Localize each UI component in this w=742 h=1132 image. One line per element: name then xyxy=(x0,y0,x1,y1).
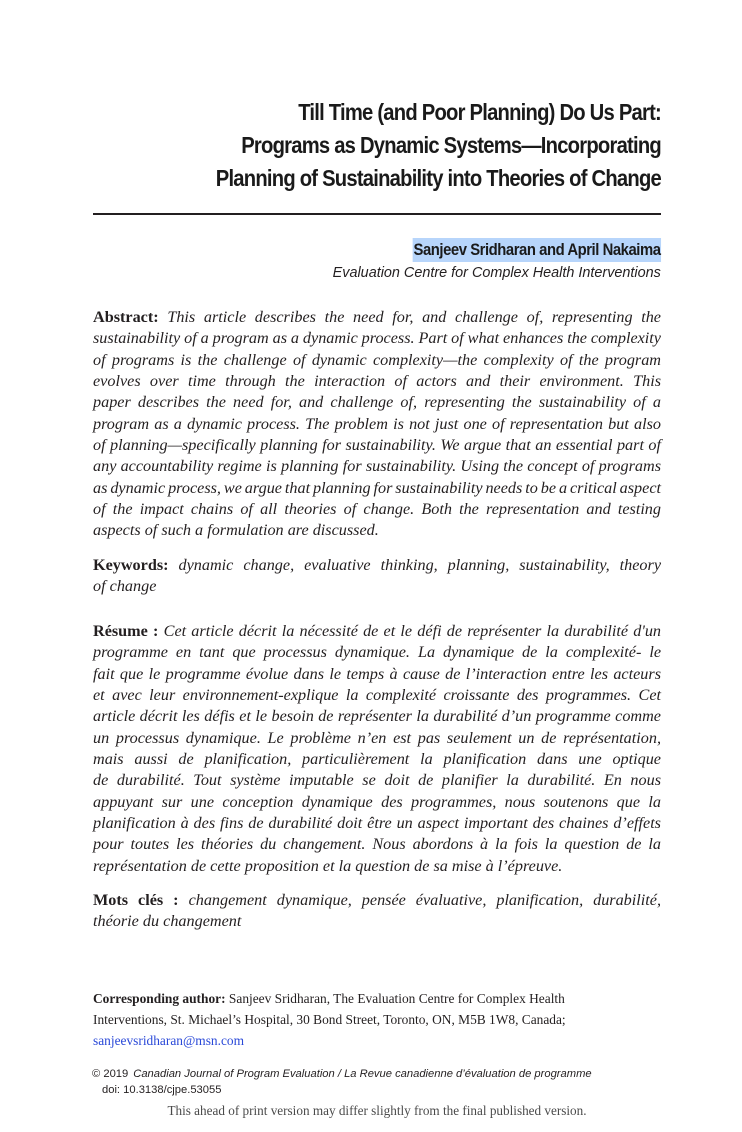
keywords-line: Keywords: dynamic change, evaluative thinking, planning, sustainability, theory xyxy=(93,556,661,574)
resume-line: Résume : Cet article décrit la nécessité de et le défi de représenter la durabilité d'un xyxy=(93,622,662,640)
abstract-line: of planning—specifically planning for sustainability. We argue that an essential part of xyxy=(93,436,661,455)
mots-cles-section xyxy=(93,890,661,933)
affiliation: Evaluation Centre for Complex Health Interventions xyxy=(332,264,661,281)
journal-name: Canadian Journal of Program Evaluation / La Revue canadienne d’évaluation de programme xyxy=(133,1068,592,1080)
abstract-line: any accountability regime is planning for sustainability. Using the concept of programs xyxy=(93,457,661,476)
resume-line: mais aussi de planification, particulièrement la planification dans une optique xyxy=(93,750,661,769)
print-version-note: This ahead of print version may differ slightly from the final published version. xyxy=(167,1103,587,1118)
abstract-line: aspects of such a formulation are discussed. xyxy=(93,521,379,540)
resume-line: fait que le programme évolue dans le temps à cause de l’interaction entre les acteurs xyxy=(93,664,661,683)
abstract-line: as dynamic process, we argue that planning for sustainability needs to be a critical aspect xyxy=(93,478,661,497)
mots-cles-label: Mots clés : xyxy=(93,891,179,909)
abstract-line: paper describes the need for, and challenge of, representing the sustainability of a xyxy=(93,393,661,412)
resume-label: Résume : xyxy=(93,622,159,640)
mots-cles-line: théorie du changement xyxy=(93,912,242,931)
keywords-section xyxy=(93,555,661,598)
corresponding-label: Corresponding author: xyxy=(93,991,226,1006)
abstract-line: of programs is the challenge of dynamic complexity—the complexity of the program xyxy=(93,350,661,369)
authors-selected-text[interactable]: Sanjeev Sridharan and April Nakaima xyxy=(412,238,661,262)
resume-line: appuyant sur une conception dynamique des programmes, nous soutenons que la xyxy=(93,792,661,811)
resume-line: programme en tant que processus dynamique. La dynamique de la complexité- le xyxy=(93,643,661,662)
resume-line: pour toutes les théories du changement. Nous abordons à la fois la question de la xyxy=(93,835,661,854)
abstract-line: sustainability of a program as a dynamic process. Part of what enhances the complexity xyxy=(93,329,661,348)
mots-cles-line: Mots clés : changement dynamique, pensée évaluative, planification, durabilité, xyxy=(93,891,661,909)
keywords-label: Keywords: xyxy=(93,556,169,574)
abstract-line: Abstract: This article describes the need for, and challenge of, representing the xyxy=(93,308,661,326)
abstract-line: program as a dynamic process. The problem is not just one of representation but also xyxy=(93,414,661,433)
abstract-label: Abstract: xyxy=(93,308,159,326)
resume-line: article décrit les défis et le besoin de représenter la durabilité d’un programme comme xyxy=(93,707,661,726)
corresponding-line-1: Corresponding author: Sanjeev Sridharan, The Evaluation Centre for Complex Health xyxy=(93,991,565,1006)
corresponding-author xyxy=(93,988,653,1051)
abstract-line: evolves over time through the interaction of actors and their environment. This xyxy=(93,372,661,391)
resume-line: un processus dynamique. Le problème n’en est pas seulement un de représentation, xyxy=(93,728,661,747)
copyright-year: © 2019 xyxy=(92,1068,129,1080)
resume-line: représentation de cette proposition et la question de sa mise à l’épreuve. xyxy=(93,856,563,875)
title-line: Programs as Dynamic Systems—Incorporating xyxy=(241,132,661,158)
title-line: Planning of Sustainability into Theories of Change xyxy=(215,165,662,191)
resume-section xyxy=(93,621,661,877)
abstract-section xyxy=(93,307,661,542)
title-divider xyxy=(93,213,661,215)
copyright-line xyxy=(92,1066,592,1082)
resume-line: de durabilité. Tout système imputable se doit de planifier la durabilité. En nous xyxy=(93,771,661,790)
email-link[interactable]: sanjeevsridharan@msn.com xyxy=(93,1033,245,1048)
resume-line: planification à des fins de durabilité doit être un aspect important des chaines d’effets xyxy=(93,814,661,833)
resume-line: et avec leur environnement-explique la complexité croissante des programmes. Cet xyxy=(93,686,661,705)
title-line: Till Time (and Poor Planning) Do Us Part: xyxy=(298,99,661,125)
doi: doi: 10.3138/cjpe.53055 xyxy=(102,1084,222,1096)
abstract-line: of the impact chains of all theories of change. Both the representation and testing xyxy=(93,500,661,519)
corresponding-line-2: Interventions, St. Michael’s Hospital, 30 Bond Street, Toronto, ON, M5B 1W8, Canada; xyxy=(93,1012,566,1027)
article-title xyxy=(93,96,661,195)
keywords-line: of change xyxy=(93,577,157,596)
